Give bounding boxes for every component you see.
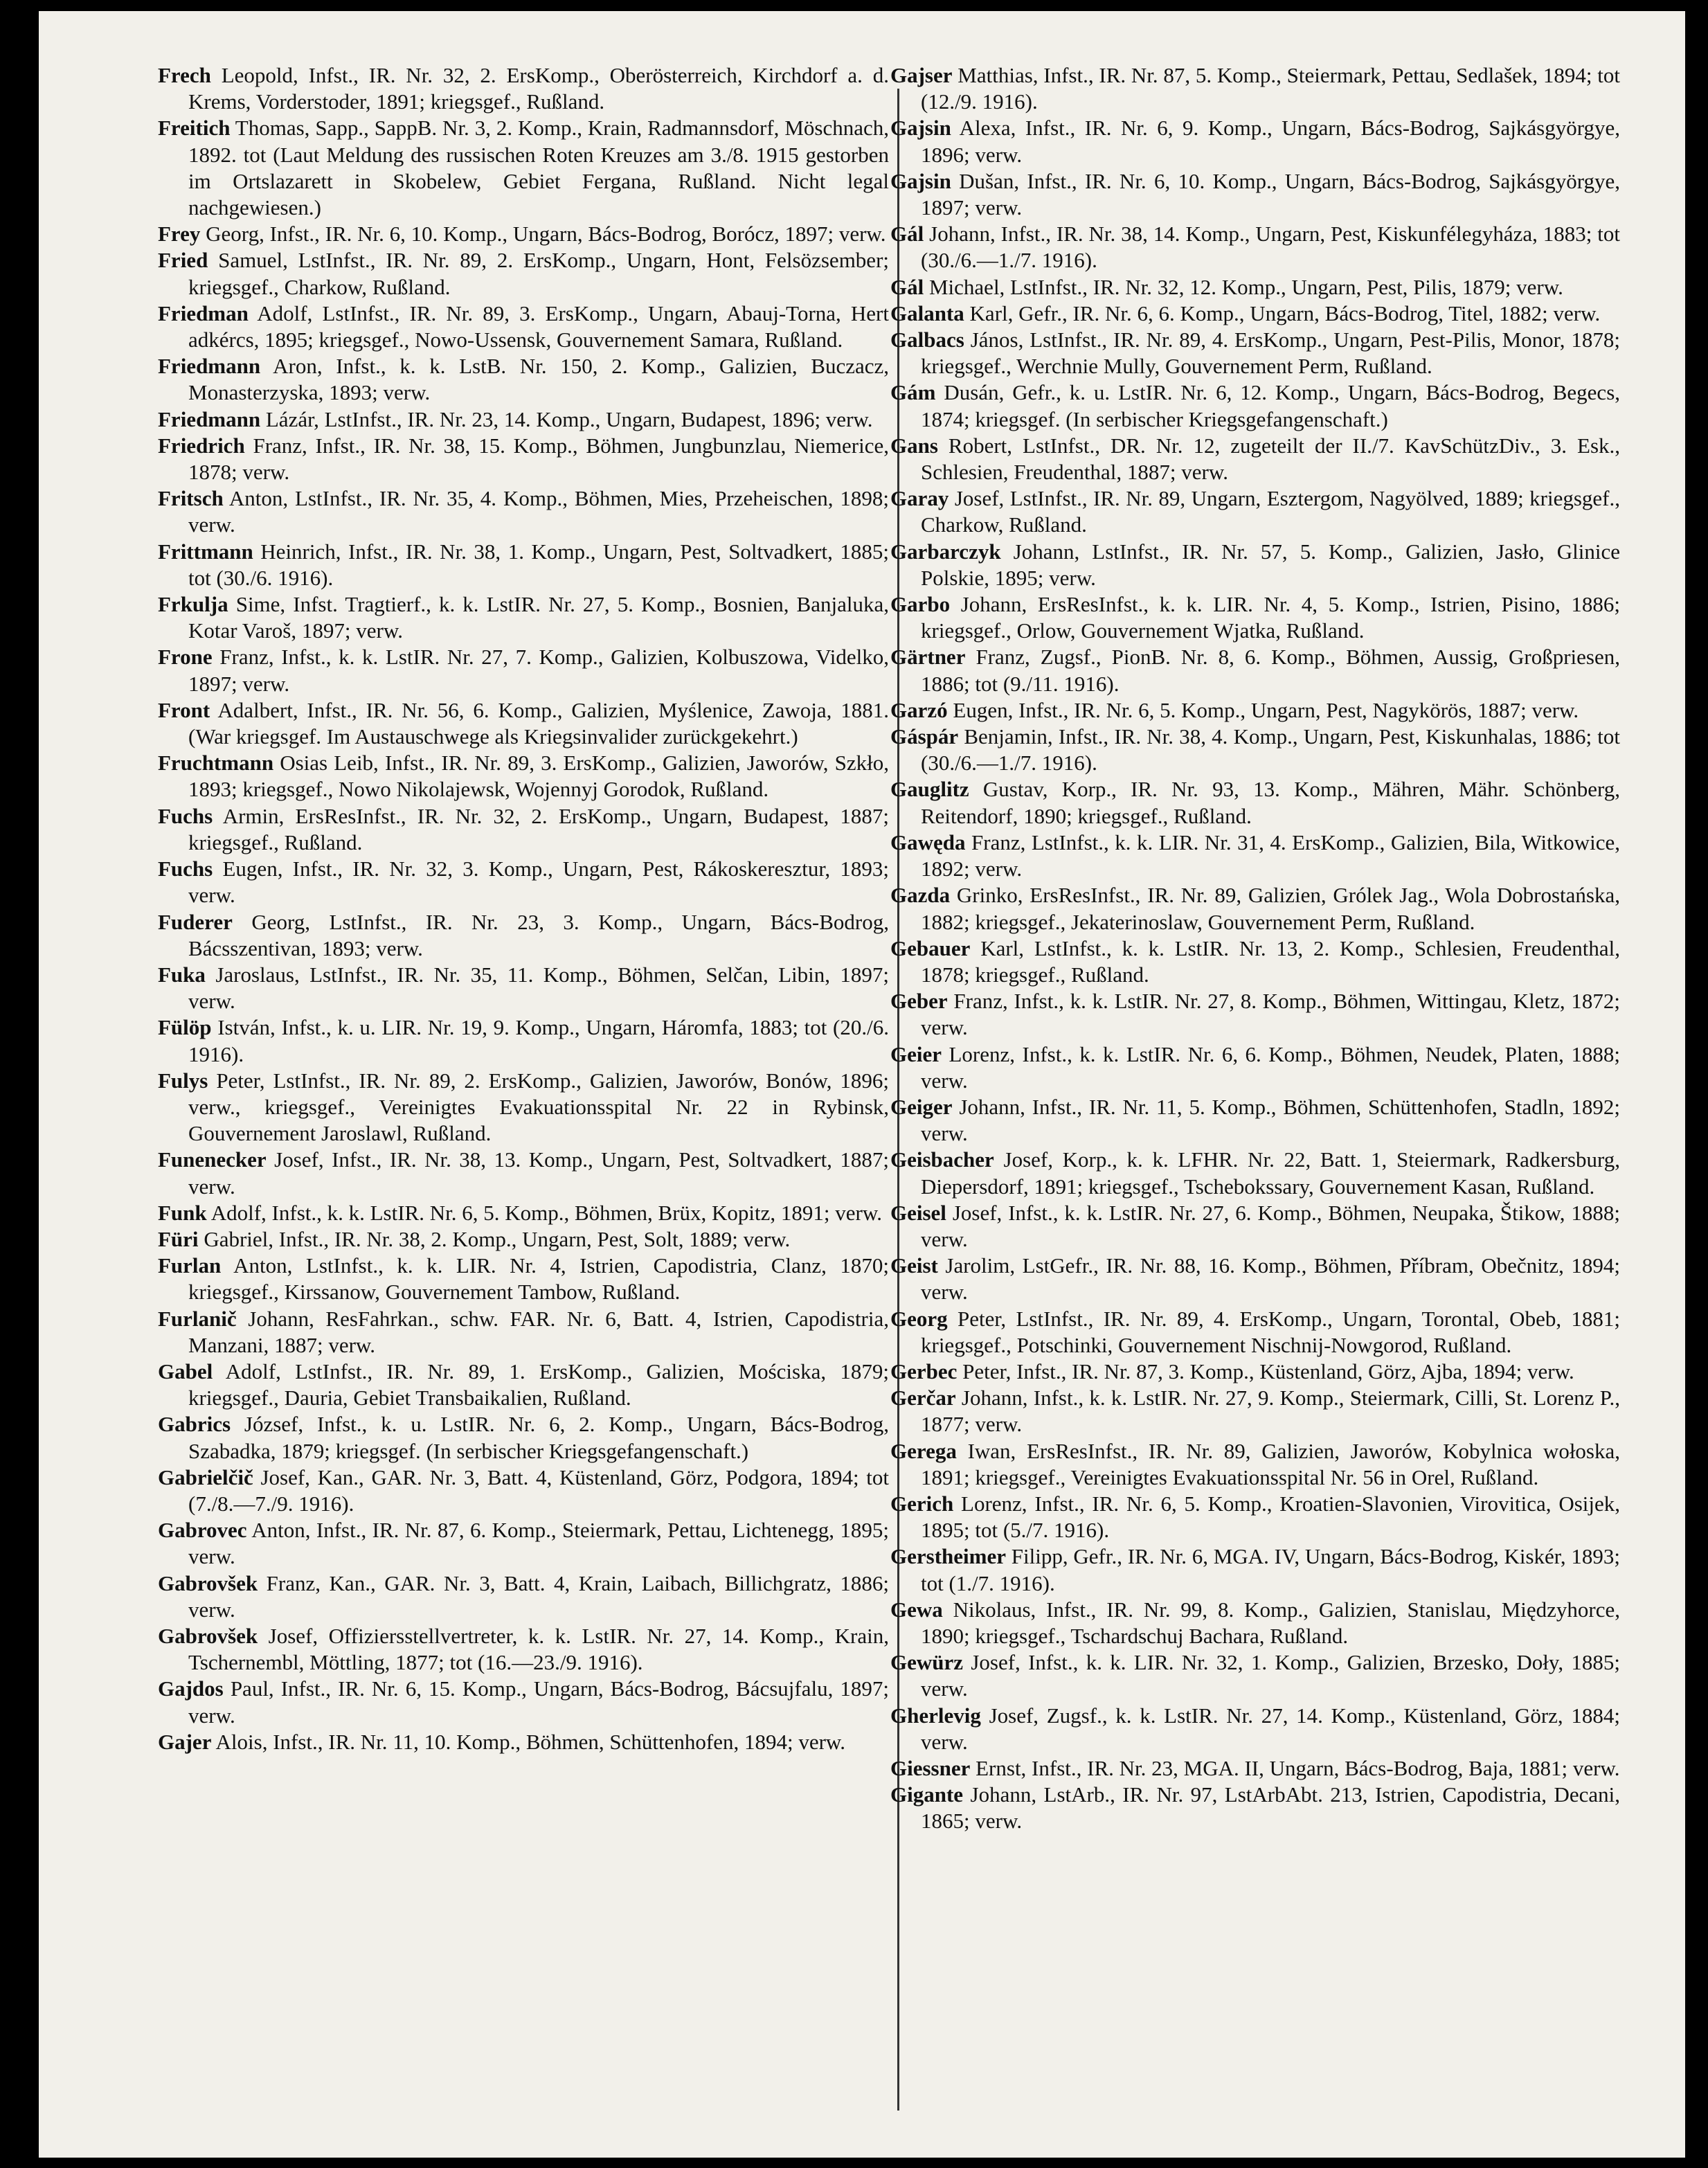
casualty-entry (890, 1703, 1620, 1755)
entry-details: Karl, LstInfst., k. k. LstIR. Nr. 13, 2. Komp., Schlesien, Freudenthal, 1878; kriegsgef., Rußland. (921, 935, 1620, 987)
casualty-entry (890, 485, 1620, 538)
entry-surname: Garbarczyk (890, 539, 1001, 564)
entry-surname: Gärtner (890, 645, 966, 670)
entry-surname: Geier (890, 1041, 942, 1066)
entry-details: Adalbert, Infst., IR. Nr. 56, 6. Komp., Galizien, Myślenice, Zawoja, 1881. (War kriegsgef. Im Austauschwege als Kriegsinvalider zurückgekehrt.) (188, 697, 889, 749)
entry-surname: Giessner (890, 1756, 971, 1780)
entry-details: József, Infst., k. u. LstIR. Nr. 6, 2. Komp., Ungarn, Bács-Bodrog, Szabadka, 1879; kriegsgef. (In serbischer Kriegsgefangenschaft.) (188, 1412, 889, 1463)
casualty-entry (890, 591, 1620, 644)
entry-details: Osias Leib, Infst., IR. Nr. 89, 3. ErsKomp., Galizien, Jaworów, Szkło, 1893; kriegsgef., Nowo Nikolajewsk, Wojennyj Gorodok, Rußland. (188, 751, 889, 802)
entry-details: Josef, Infst., IR. Nr. 38, 13. Komp., Ungarn, Pest, Soltvadkert, 1887; verw. (188, 1147, 890, 1199)
entry-surname: Gauglitz (890, 777, 969, 802)
entry-surname: Friedmann (158, 406, 261, 431)
casualty-entry (890, 301, 1620, 327)
casualty-entry (158, 115, 889, 221)
entry-details: Franz, Zugsf., PionB. Nr. 8, 6. Komp., Böhmen, Aussig, Großpriesen, 1886; tot (9./11. 1916). (921, 645, 1621, 696)
entry-details: Franz, Infst., IR. Nr. 38, 15. Komp., Böhmen, Jungbunzlau, Niemerice, 1878; verw. (188, 433, 889, 485)
entry-details: Matthias, Infst., IR. Nr. 87, 5. Komp., Steiermark, Pettau, Sedlašek, 1894; tot (12./9. 1916). (921, 63, 1620, 114)
entry-details: Johann, Infst., k. k. LstIR. Nr. 27, 9. Komp., Steiermark, Cilli, St. Lorenz P., 1877; verw. (921, 1386, 1621, 1437)
entry-surname: Geist (890, 1253, 938, 1278)
entry-details: Alexa, Infst., IR. Nr. 6, 9. Komp., Ungarn, Bács-Bodrog, Sajkásgyörgye, 1896; verw. (921, 116, 1620, 167)
casualty-entry (890, 115, 1620, 168)
right-column (890, 62, 1620, 1835)
entry-details: Dusán, Gefr., k. u. LstIR. Nr. 6, 12. Komp., Ungarn, Bács-Bodrog, Begecs, 1874; kriegsgef. (In serbischer Kriegsgefangenschaft.) (921, 380, 1621, 431)
casualty-entry (890, 724, 1620, 776)
casualty-entry (890, 882, 1620, 935)
entry-details: Filipp, Gefr., IR. Nr. 6, MGA. IV, Ungarn, Bács-Bodrog, Kiskér, 1893; tot (1./7. 1916). (921, 1544, 1620, 1595)
entry-details: Eugen, Infst., IR. Nr. 6, 5. Komp., Ungarn, Pest, Nagykörös, 1887; verw. (953, 697, 1579, 722)
casualty-entry (158, 1359, 889, 1411)
entry-details: Eugen, Infst., IR. Nr. 32, 3. Komp., Ungarn, Pest, Rákoskeresztur, 1893; verw. (188, 857, 890, 908)
entry-details: Gustav, Korp., IR. Nr. 93, 13. Komp., Mähren, Mähr. Schönberg, Reitendorf, 1890; kriegsgef., Rußland. (921, 777, 1621, 828)
entry-details: Karl, Gefr., IR. Nr. 6, 6. Komp., Ungarn, Bács-Bodrog, Titel, 1882; verw. (969, 301, 1601, 325)
casualty-entry (890, 1359, 1620, 1385)
entry-surname: Geber (890, 989, 948, 1014)
entry-details: Johann, Infst., IR. Nr. 11, 5. Komp., Böhmen, Schüttenhofen, Stadln, 1892; verw. (921, 1094, 1621, 1146)
casualty-entry (890, 935, 1620, 988)
casualty-entry (890, 830, 1620, 882)
entry-details: Dušan, Infst., IR. Nr. 6, 10. Komp., Ungarn, Bács-Bodrog, Sajkásgyörgye, 1897; verw. (921, 168, 1621, 220)
casualty-entry (158, 539, 889, 591)
entry-surname: Geisbacher (890, 1147, 994, 1172)
casualty-entry (158, 433, 889, 485)
entry-details: Franz, Infst., k. k. LstIR. Nr. 27, 8. Komp., Böhmen, Wittingau, Kletz, 1872; verw. (921, 989, 1621, 1040)
casualty-entry (158, 221, 889, 247)
entry-details: Franz, Kan., GAR. Nr. 3, Batt. 4, Krain, Laibach, Billichgratz, 1886; verw. (188, 1570, 889, 1622)
entry-surname: Garbo (890, 592, 951, 617)
casualty-entry (158, 1517, 889, 1570)
entry-surname: Gabrovšek (158, 1570, 258, 1595)
left-column (158, 62, 889, 1755)
casualty-entry (890, 327, 1620, 379)
entry-surname: Gabrovec (158, 1518, 247, 1543)
casualty-entry (890, 379, 1620, 432)
casualty-entry (890, 1253, 1620, 1305)
entry-surname: Friedmann (158, 354, 261, 379)
casualty-entry (158, 1226, 889, 1253)
entry-details: Sime, Infst. Tragtierf., k. k. LstIR. Nr. 27, 5. Komp., Bosnien, Banjaluka, Kotar Varoš, 1897; verw. (188, 592, 889, 643)
entry-details: Ernst, Infst., IR. Nr. 23, MGA. II, Ungarn, Bács-Bodrog, Baja, 1881; verw. (976, 1756, 1620, 1780)
entry-surname: Gerich (890, 1491, 954, 1516)
entry-details: Thomas, Sapp., SappB. Nr. 3, 2. Komp., Krain, Radmannsdorf, Möschnach, 1892. tot (Laut Meldung des russischen Roten Kreuzes am 3./8. 1915 gestorben im Ortslazarett in Skobelew, Gebiet Fergana, Rußland. Nicht legal nachgewiesen.) (188, 116, 889, 220)
casualty-entry (158, 1200, 889, 1226)
entry-surname: Furlanič (158, 1306, 237, 1331)
casualty-entry (158, 1068, 889, 1147)
entry-details: Aron, Infst., k. k. LstB. Nr. 150, 2. Komp., Galizien, Buczacz, Monasterzyska, 1893; verw. (188, 354, 889, 405)
entry-surname: Gazda (890, 883, 951, 908)
entry-details: Anton, LstInfst., k. k. LIR. Nr. 4, Istrien, Capodistria, Clanz, 1870; kriegsgef., Kirssanow, Gouvernement Tambow, Rußland. (188, 1253, 889, 1305)
entry-details: Georg, LstInfst., IR. Nr. 23, 3. Komp., Ungarn, Bács-Bodrog, Bácsszentivan, 1893; verw. (188, 909, 889, 960)
casualty-entry (158, 406, 889, 433)
casualty-entry (158, 644, 889, 697)
entry-surname: Gál (890, 274, 924, 299)
casualty-entry (890, 1782, 1620, 1834)
entry-details: Josef, Korp., k. k. LFHR. Nr. 22, Batt. 1, Steiermark, Radkersburg, Diepersdorf, 1891; kriegsgef., Tschebokssary, Gouvernement Kasan, Rußland. (921, 1147, 1620, 1199)
casualty-entry (890, 221, 1620, 274)
entry-details: Jarolim, LstGefr., IR. Nr. 88, 16. Komp., Böhmen, Příbram, Obečnitz, 1894; verw. (921, 1253, 1621, 1305)
entry-surname: Funk (158, 1200, 207, 1225)
casualty-entry (158, 62, 889, 115)
entry-surname: Gans (890, 433, 938, 458)
casualty-entry (890, 988, 1620, 1041)
entry-details: Peter, LstInfst., IR. Nr. 89, 2. ErsKomp., Galizien, Jaworów, Bonów, 1896; verw., kriegsgef., Vereinigtes Evakuationsspital Nr. 22 in Rybinsk, Gouvernement Jaroslawl, Rußland. (188, 1068, 890, 1146)
casualty-entry (158, 301, 889, 353)
casualty-entry (890, 1755, 1620, 1782)
entry-surname: Gerega (890, 1438, 957, 1463)
casualty-entry (890, 1649, 1620, 1702)
casualty-entry (890, 1147, 1620, 1199)
entry-surname: Gherlevig (890, 1703, 981, 1728)
entry-details: Grinko, ErsResInfst., IR. Nr. 89, Galizien, Grólek Jag., Wola Dobrostańska, 1882; kriegsgef., Jekaterinoslaw, Gouvernement Perm, Rußland. (921, 883, 1621, 934)
casualty-entry (890, 1597, 1620, 1649)
entry-surname: Fried (158, 248, 208, 273)
entry-details: Nikolaus, Infst., IR. Nr. 99, 8. Komp., Galizien, Stanislau, Międzyhorce, 1890; kriegsgef., Tschardschuj Bachara, Rußland. (921, 1597, 1620, 1648)
entry-surname: Gewa (890, 1597, 943, 1622)
casualty-entry (158, 247, 889, 300)
casualty-entry (158, 1676, 889, 1728)
casualty-entry (890, 644, 1620, 697)
casualty-entry (890, 697, 1620, 724)
entry-surname: Gerbec (890, 1359, 958, 1383)
entry-surname: Gebauer (890, 935, 971, 960)
entry-details: Johann, ErsResInfst., k. k. LIR. Nr. 4, 5. Komp., Istrien, Pisino, 1886; kriegsgef., Orlow, Gouvernement Wjatka, Rußland. (921, 592, 1620, 643)
casualty-entry (158, 803, 889, 856)
entry-details: Heinrich, Infst., IR. Nr. 38, 1. Komp., Ungarn, Pest, Soltvadkert, 1885; tot (30./6. 1916). (188, 539, 889, 590)
casualty-entry (890, 1094, 1620, 1147)
entry-surname: Fritsch (158, 486, 224, 511)
entry-surname: Gerstheimer (890, 1544, 1006, 1569)
casualty-entry (158, 1014, 889, 1067)
casualty-entry (158, 1729, 889, 1755)
casualty-entry (158, 1411, 889, 1464)
casualty-entry (158, 962, 889, 1014)
entry-surname: Gajser (890, 63, 953, 87)
entry-surname: Freitich (158, 116, 231, 141)
entry-surname: Gáspár (890, 724, 959, 749)
casualty-entry (890, 1543, 1620, 1596)
entry-surname: Georg (890, 1306, 948, 1331)
entry-surname: Gabrics (158, 1412, 231, 1437)
entry-surname: Fülöp (158, 1015, 212, 1040)
casualty-entry (158, 856, 889, 908)
entry-surname: Galbacs (890, 328, 964, 352)
entry-surname: Geiger (890, 1094, 953, 1119)
casualty-entry (158, 353, 889, 406)
entry-details: Josef, Zugsf., k. k. LstIR. Nr. 27, 14. Komp., Küstenland, Görz, 1884; verw. (921, 1703, 1621, 1754)
entry-surname: Frey (158, 222, 201, 247)
entry-details: Josef, Infst., k. k. LstIR. Nr. 27, 6. Komp., Böhmen, Neupaka, Štikow, 1888; verw. (921, 1200, 1620, 1251)
casualty-entry (890, 274, 1620, 301)
casualty-entry (158, 1623, 889, 1676)
casualty-entry (890, 1438, 1620, 1491)
entry-details: Paul, Infst., IR. Nr. 6, 15. Komp., Ungarn, Bács-Bodrog, Bácsujfalu, 1897; verw. (188, 1676, 890, 1728)
entry-details: Franz, LstInfst., k. k. LIR. Nr. 31, 4. ErsKomp., Galizien, Bila, Witkowice, 1892; verw. (921, 830, 1621, 881)
entry-surname: Gewürz (890, 1650, 964, 1675)
casualty-entry (158, 1147, 889, 1199)
entry-details: Johann, LstArb., IR. Nr. 97, LstArbAbt. 213, Istrien, Capodistria, Decani, 1865; verw. (921, 1782, 1620, 1834)
entry-details: Gabriel, Infst., IR. Nr. 38, 2. Komp., Ungarn, Pest, Solt, 1889; verw. (204, 1226, 791, 1251)
entry-surname: Gajsin (890, 168, 951, 193)
entry-details: Jaroslaus, LstInfst., IR. Nr. 35, 11. Komp., Böhmen, Selčan, Libin, 1897; verw. (188, 962, 890, 1014)
entry-details: Robert, LstInfst., DR. Nr. 12, zugeteilt der II./7. KavSchützDiv., 3. Esk., Schlesien, Freudenthal, 1887; verw. (921, 433, 1621, 485)
casualty-entry (890, 1385, 1620, 1437)
casualty-entry (890, 1200, 1620, 1253)
entry-details: Anton, LstInfst., IR. Nr. 35, 4. Komp., Böhmen, Mies, Przeheischen, 1898; verw. (188, 486, 889, 537)
entry-details: Lorenz, Infst., k. k. LstIR. Nr. 6, 6. Komp., Böhmen, Neudek, Platen, 1888; verw. (921, 1041, 1620, 1093)
entry-details: Johann, LstInfst., IR. Nr. 57, 5. Komp., Galizien, Jasło, Glinice Polskie, 1895; verw. (921, 539, 1621, 590)
casualty-entry (890, 433, 1620, 485)
entry-surname: Frkulja (158, 592, 228, 617)
entry-details: Johann, Infst., IR. Nr. 38, 14. Komp., Ungarn, Pest, Kiskunfélegyháza, 1883; tot (30./6.—1./7. 1916). (921, 222, 1620, 273)
entry-surname: Front (158, 697, 210, 722)
casualty-entry (158, 1570, 889, 1623)
entry-details: Franz, Infst., k. k. LstIR. Nr. 27, 7. Komp., Galizien, Kolbuszowa, Videlko, 1897; verw. (188, 645, 889, 696)
entry-surname: Frittmann (158, 539, 253, 564)
entry-details: Lázár, LstInfst., IR. Nr. 23, 14. Komp., Ungarn, Budapest, 1896; verw. (265, 406, 873, 431)
casualty-entry (890, 539, 1620, 591)
entry-surname: Fuderer (158, 909, 233, 934)
entry-surname: Gabrovšek (158, 1623, 258, 1648)
entry-details: Anton, Infst., IR. Nr. 87, 6. Komp., Steiermark, Pettau, Lichtenegg, 1895; verw. (188, 1518, 889, 1569)
entry-details: Josef, LstInfst., IR. Nr. 89, Ungarn, Esztergom, Nagyölved, 1889; kriegsgef., Charkow, Rußland. (921, 486, 1620, 537)
casualty-entry (158, 591, 889, 644)
entry-surname: Gál (890, 222, 924, 247)
entry-surname: Gabel (158, 1359, 213, 1383)
entry-details: Adolf, Infst., k. k. LstIR. Nr. 6, 5. Komp., Böhmen, Brüx, Kopitz, 1891; verw. (210, 1200, 882, 1225)
entry-surname: Fuka (158, 962, 206, 987)
entry-surname: Geisel (890, 1200, 946, 1225)
entry-surname: Gajsin (890, 116, 951, 141)
entry-details: Alois, Infst., IR. Nr. 11, 10. Komp., Böhmen, Schüttenhofen, 1894; verw. (215, 1729, 846, 1754)
entry-details: Lorenz, Infst., IR. Nr. 6, 5. Komp., Kroatien-Slavonien, Virovitica, Osijek, 1895; tot (5./7. 1916). (921, 1491, 1621, 1543)
entry-details: Benjamin, Infst., IR. Nr. 38, 4. Komp., Ungarn, Pest, Kiskunhalas, 1886; tot (30./6.—1./7. 1916). (921, 724, 1620, 776)
entry-details: Johann, ResFahrkan., schw. FAR. Nr. 6, Batt. 4, Istrien, Capodistria, Manzani, 1887; verw. (188, 1306, 890, 1357)
casualty-entry (890, 168, 1620, 221)
casualty-entry (890, 776, 1620, 829)
entry-surname: Funenecker (158, 1147, 267, 1172)
entry-details: Adolf, LstInfst., IR. Nr. 89, 1. ErsKomp., Galizien, Mościska, 1879; kriegsgef., Dauria, Gebiet Transbaikalien, Rußland. (188, 1359, 889, 1410)
casualty-entry (158, 1253, 889, 1305)
entry-surname: Fuchs (158, 857, 213, 881)
entry-surname: Gawęda (890, 830, 966, 854)
casualty-entry (890, 1306, 1620, 1359)
casualty-entry (158, 750, 889, 803)
entry-surname: Friedman (158, 301, 249, 325)
entry-details: János, LstInfst., IR. Nr. 89, 4. ErsKomp., Ungarn, Pest-Pilis, Monor, 1878; kriegsgef., Werchnie Mully, Gouvernement Perm, Rußland. (921, 328, 1620, 379)
entry-details: Samuel, LstInfst., IR. Nr. 89, 2. ErsKomp., Ungarn, Hont, Felsözsember; kriegsgef., Charkow, Rußland. (188, 248, 889, 299)
entry-details: Leopold, Infst., IR. Nr. 32, 2. ErsKomp., Oberösterreich, Kirchdorf a. d. Krems, Vorderstoder, 1891; kriegsgef., Rußland. (188, 63, 890, 114)
casualty-entry (158, 909, 889, 962)
entry-surname: Garzó (890, 697, 948, 722)
entry-details: Iwan, ErsResInfst., IR. Nr. 89, Galizien, Jaworów, Kobylnica wołoska, 1891; kriegsgef., Vereinigtes Evakuationsspital Nr. 56 in Orel, Rußland. (921, 1438, 1621, 1489)
casualty-entry (158, 485, 889, 538)
entry-details: Michael, LstInfst., IR. Nr. 32, 12. Komp., Ungarn, Pest, Pilis, 1879; verw. (928, 274, 1563, 299)
entry-surname: Gabrielčič (158, 1464, 253, 1489)
entry-details: Georg, Infst., IR. Nr. 6, 10. Komp., Ungarn, Bács-Bodrog, Borócz, 1897; verw. (206, 222, 886, 247)
entry-surname: Fruchtmann (158, 751, 274, 776)
entry-details: Peter, Infst., IR. Nr. 87, 3. Komp., Küstenland, Görz, Ajba, 1894; verw. (962, 1359, 1574, 1383)
entry-details: Josef, Offiziersstellvertreter, k. k. LstIR. Nr. 27, 14. Komp., Krain, Tschernembl, Möttling, 1877; tot (16.—23./9. 1916). (188, 1623, 890, 1675)
page (39, 11, 1685, 2158)
entry-details: Armin, ErsResInfst., IR. Nr. 32, 2. ErsKomp., Ungarn, Budapest, 1887; kriegsgef., Rußland. (188, 803, 889, 854)
entry-details: István, Infst., k. u. LIR. Nr. 19, 9. Komp., Ungarn, Háromfa, 1883; tot (20./6. 1916). (188, 1015, 889, 1066)
entry-details: Josef, Infst., k. k. LIR. Nr. 32, 1. Komp., Galizien, Brzesko, Doły, 1885; verw. (921, 1650, 1621, 1701)
entry-surname: Galanta (890, 301, 964, 325)
casualty-entry (158, 1306, 889, 1359)
entry-details: Peter, LstInfst., IR. Nr. 89, 4. ErsKomp., Ungarn, Torontal, Obeb, 1881; kriegsgef., Potschinki, Gouvernement Nischnij-Nowgorod, Rußland. (921, 1306, 1620, 1357)
entry-surname: Furlan (158, 1253, 222, 1278)
casualty-entry (890, 1491, 1620, 1543)
casualty-entry (890, 62, 1620, 115)
entry-details: Josef, Kan., GAR. Nr. 3, Batt. 4, Küstenland, Görz, Podgora, 1894; tot (7./8.—7./9. 1916). (188, 1464, 890, 1516)
entry-surname: Garay (890, 486, 949, 511)
entry-details: Adolf, LstInfst., IR. Nr. 89, 3. ErsKomp., Ungarn, Abauj-Torna, Hert adkércs, 1895; kriegsgef., Nowo-Ussensk, Gouvernement Samara, Rußland. (188, 301, 889, 352)
entry-surname: Gám (890, 380, 936, 405)
entry-surname: Frech (158, 63, 211, 87)
entry-surname: Friedrich (158, 433, 245, 458)
entry-surname: Gajer (158, 1729, 212, 1754)
entry-surname: Fuchs (158, 803, 213, 828)
casualty-entry (158, 697, 889, 750)
entry-surname: Füri (158, 1226, 199, 1251)
casualty-entry (890, 1041, 1620, 1094)
entry-surname: Fulys (158, 1068, 208, 1093)
entry-surname: Gigante (890, 1782, 964, 1807)
entry-surname: Gajdos (158, 1676, 224, 1701)
entry-surname: Frone (158, 645, 213, 670)
entry-surname: Gerčar (890, 1386, 956, 1410)
casualty-entry (158, 1464, 889, 1517)
